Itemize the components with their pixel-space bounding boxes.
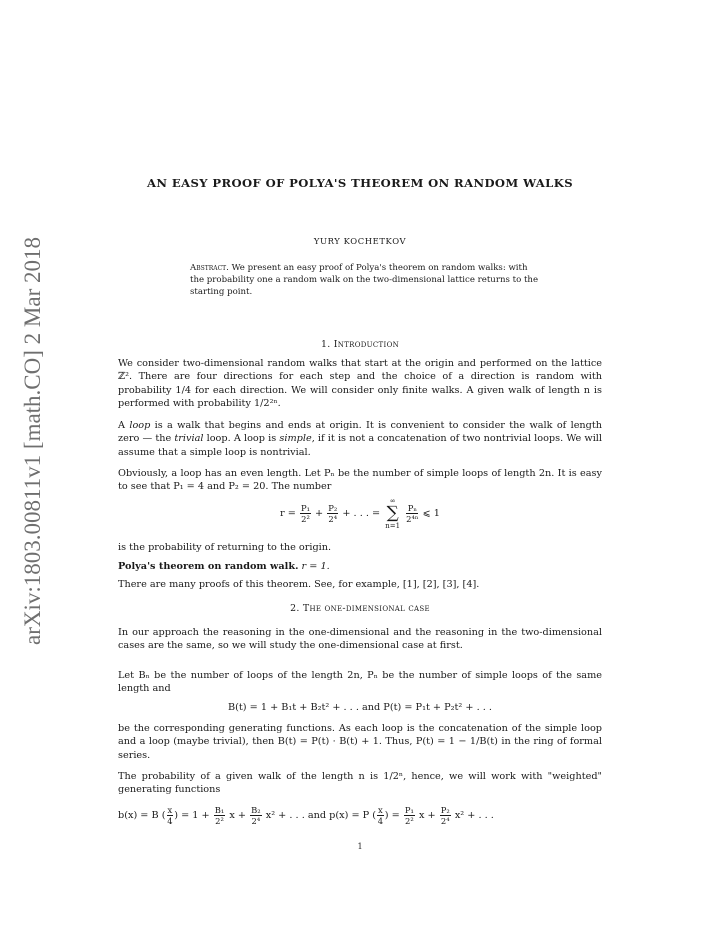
- paragraph: There are many proofs of this theorem. See, for example, [1], [2], [3], [4].: [118, 579, 480, 590]
- term-loop: loop: [129, 420, 151, 431]
- paragraph: The probability of a given walk of the length n is 1/2ⁿ, hence, we will work with "weighted" generating functions: [118, 771, 602, 796]
- abstract: [190, 262, 540, 298]
- equation-r: r = $\frac{\text{P₁}}{\text{2²}}$ + $\frac{\text{P₂}}{\text{2⁴}}$ + . . . = ∞ ∑ n=1 $\frac{\text{Pₙ}}{\text{2⁴ⁿ}}$ ⩽ 1: [280, 497, 440, 530]
- fraction: $\frac{\text{P₂}}{\text{2⁴}}$: [328, 503, 338, 524]
- fraction: $\frac{\text{B₂}}{\text{2⁴}}$: [251, 805, 261, 826]
- paragraph: Let Bₙ be the number of loops of the length 2n, Pₙ be the number of simple loops of the same length and: [118, 670, 602, 695]
- fraction: $\frac{x}{4}$: [167, 805, 173, 826]
- fraction: $\frac{\text{P₁}}{\text{2²}}$: [300, 503, 310, 524]
- paragraph: We consider two-dimensional random walks that start at the origin and performed on the lattice ℤ². There are four directions for each step and the choice of a direction is random with probability 1/4 for each direction. We will consider only finite walks. A given walk of length n is performed with probability 1/2²ⁿ.: [118, 358, 602, 410]
- section-heading-introduction: 1. Introduction: [320, 339, 400, 350]
- equation-weighted: b(x) = B ( $\frac{x}{4}$ ) = 1 + $\frac{\text{B₁}}{\text{2²}}$ x + $\frac{\text{B₂}}{\text{2⁴}}$ x² + . . . and p(x) = P ( $\frac{x}{4}$ ) = $\frac{\text{P₁}}{\text{2²}}$ x + $\frac{\text{P₂}}{\text{2⁴}}$ x² + . . .: [118, 805, 494, 826]
- paragraph: In our approach the reasoning in the one-dimensional and the reasoning in the two-dimensional cases are the same, so we will study the one-dimensional case at first.: [118, 627, 602, 652]
- fraction: $\frac{\text{P₂}}{\text{2⁴}}$: [440, 805, 450, 826]
- page-number: 1: [357, 842, 363, 851]
- paragraph: A loop is a walk that begins and ends at origin. It is convenient to consider the walk of length zero — the trivial loop. A loop is simple, if it is not a concatenation of two nontrivial loops. We will assume that a simple loop is nontrivial.: [118, 420, 603, 458]
- paragraph: be the corresponding generating functions. As each loop is the concatenation of the simple loop and a loop (maybe trivial), then B(t) = P(t) · B(t) + 1. Thus, P(t) = 1 − 1/B(t) in the ring of formal series.: [118, 723, 602, 761]
- theorem-label: Polya's theorem on random walk.: [118, 561, 299, 572]
- arxiv-identifier-stamp: [8, 205, 52, 645]
- paragraph: is the probability of returning to the origin.: [118, 542, 332, 553]
- equation-generating-functions: B(t) = 1 + B₁t + B₂t² + . . . and P(t) = P₁t + P₂t² + . . .: [228, 702, 492, 713]
- summation: ∞ ∑ n=1: [385, 497, 401, 530]
- section-heading-one-dimensional: 2. The one-dimensional case: [290, 603, 430, 614]
- fraction: $\frac{\text{Pₙ}}{\text{2⁴ⁿ}}$: [406, 503, 419, 524]
- term-trivial: trivial: [174, 433, 204, 445]
- paragraph: Obviously, a loop has an even length. Let Pₙ be the number of simple loops of length 2n. It is easy to see that P₁ = 4 and P₂ = 20. The number: [118, 468, 602, 493]
- abstract-label: Abstract.: [190, 263, 229, 273]
- paper-title: AN EASY PROOF OF POLYA'S THEOREM ON RANDOM WALKS: [147, 176, 573, 190]
- fraction: $\frac{\text{B₁}}{\text{2²}}$: [214, 805, 225, 826]
- fraction: $\frac{\text{P₁}}{\text{2²}}$: [404, 805, 414, 826]
- term-simple: simple: [279, 433, 312, 445]
- abstract-text: We present an easy proof of Polya's theorem on random walks: with the probability one a random walk on the two-dimensional lattice returns to the starting point.: [190, 263, 539, 297]
- paper-author: YURY KOCHETKOV: [313, 236, 407, 246]
- arxiv-identifier: arXiv:1803.00811v1 [math.CO] 2 Mar 2018: [20, 237, 45, 645]
- fraction: $\frac{x}{4}$: [377, 805, 384, 826]
- theorem-statement: Polya's theorem on random walk. r = 1.: [118, 561, 330, 572]
